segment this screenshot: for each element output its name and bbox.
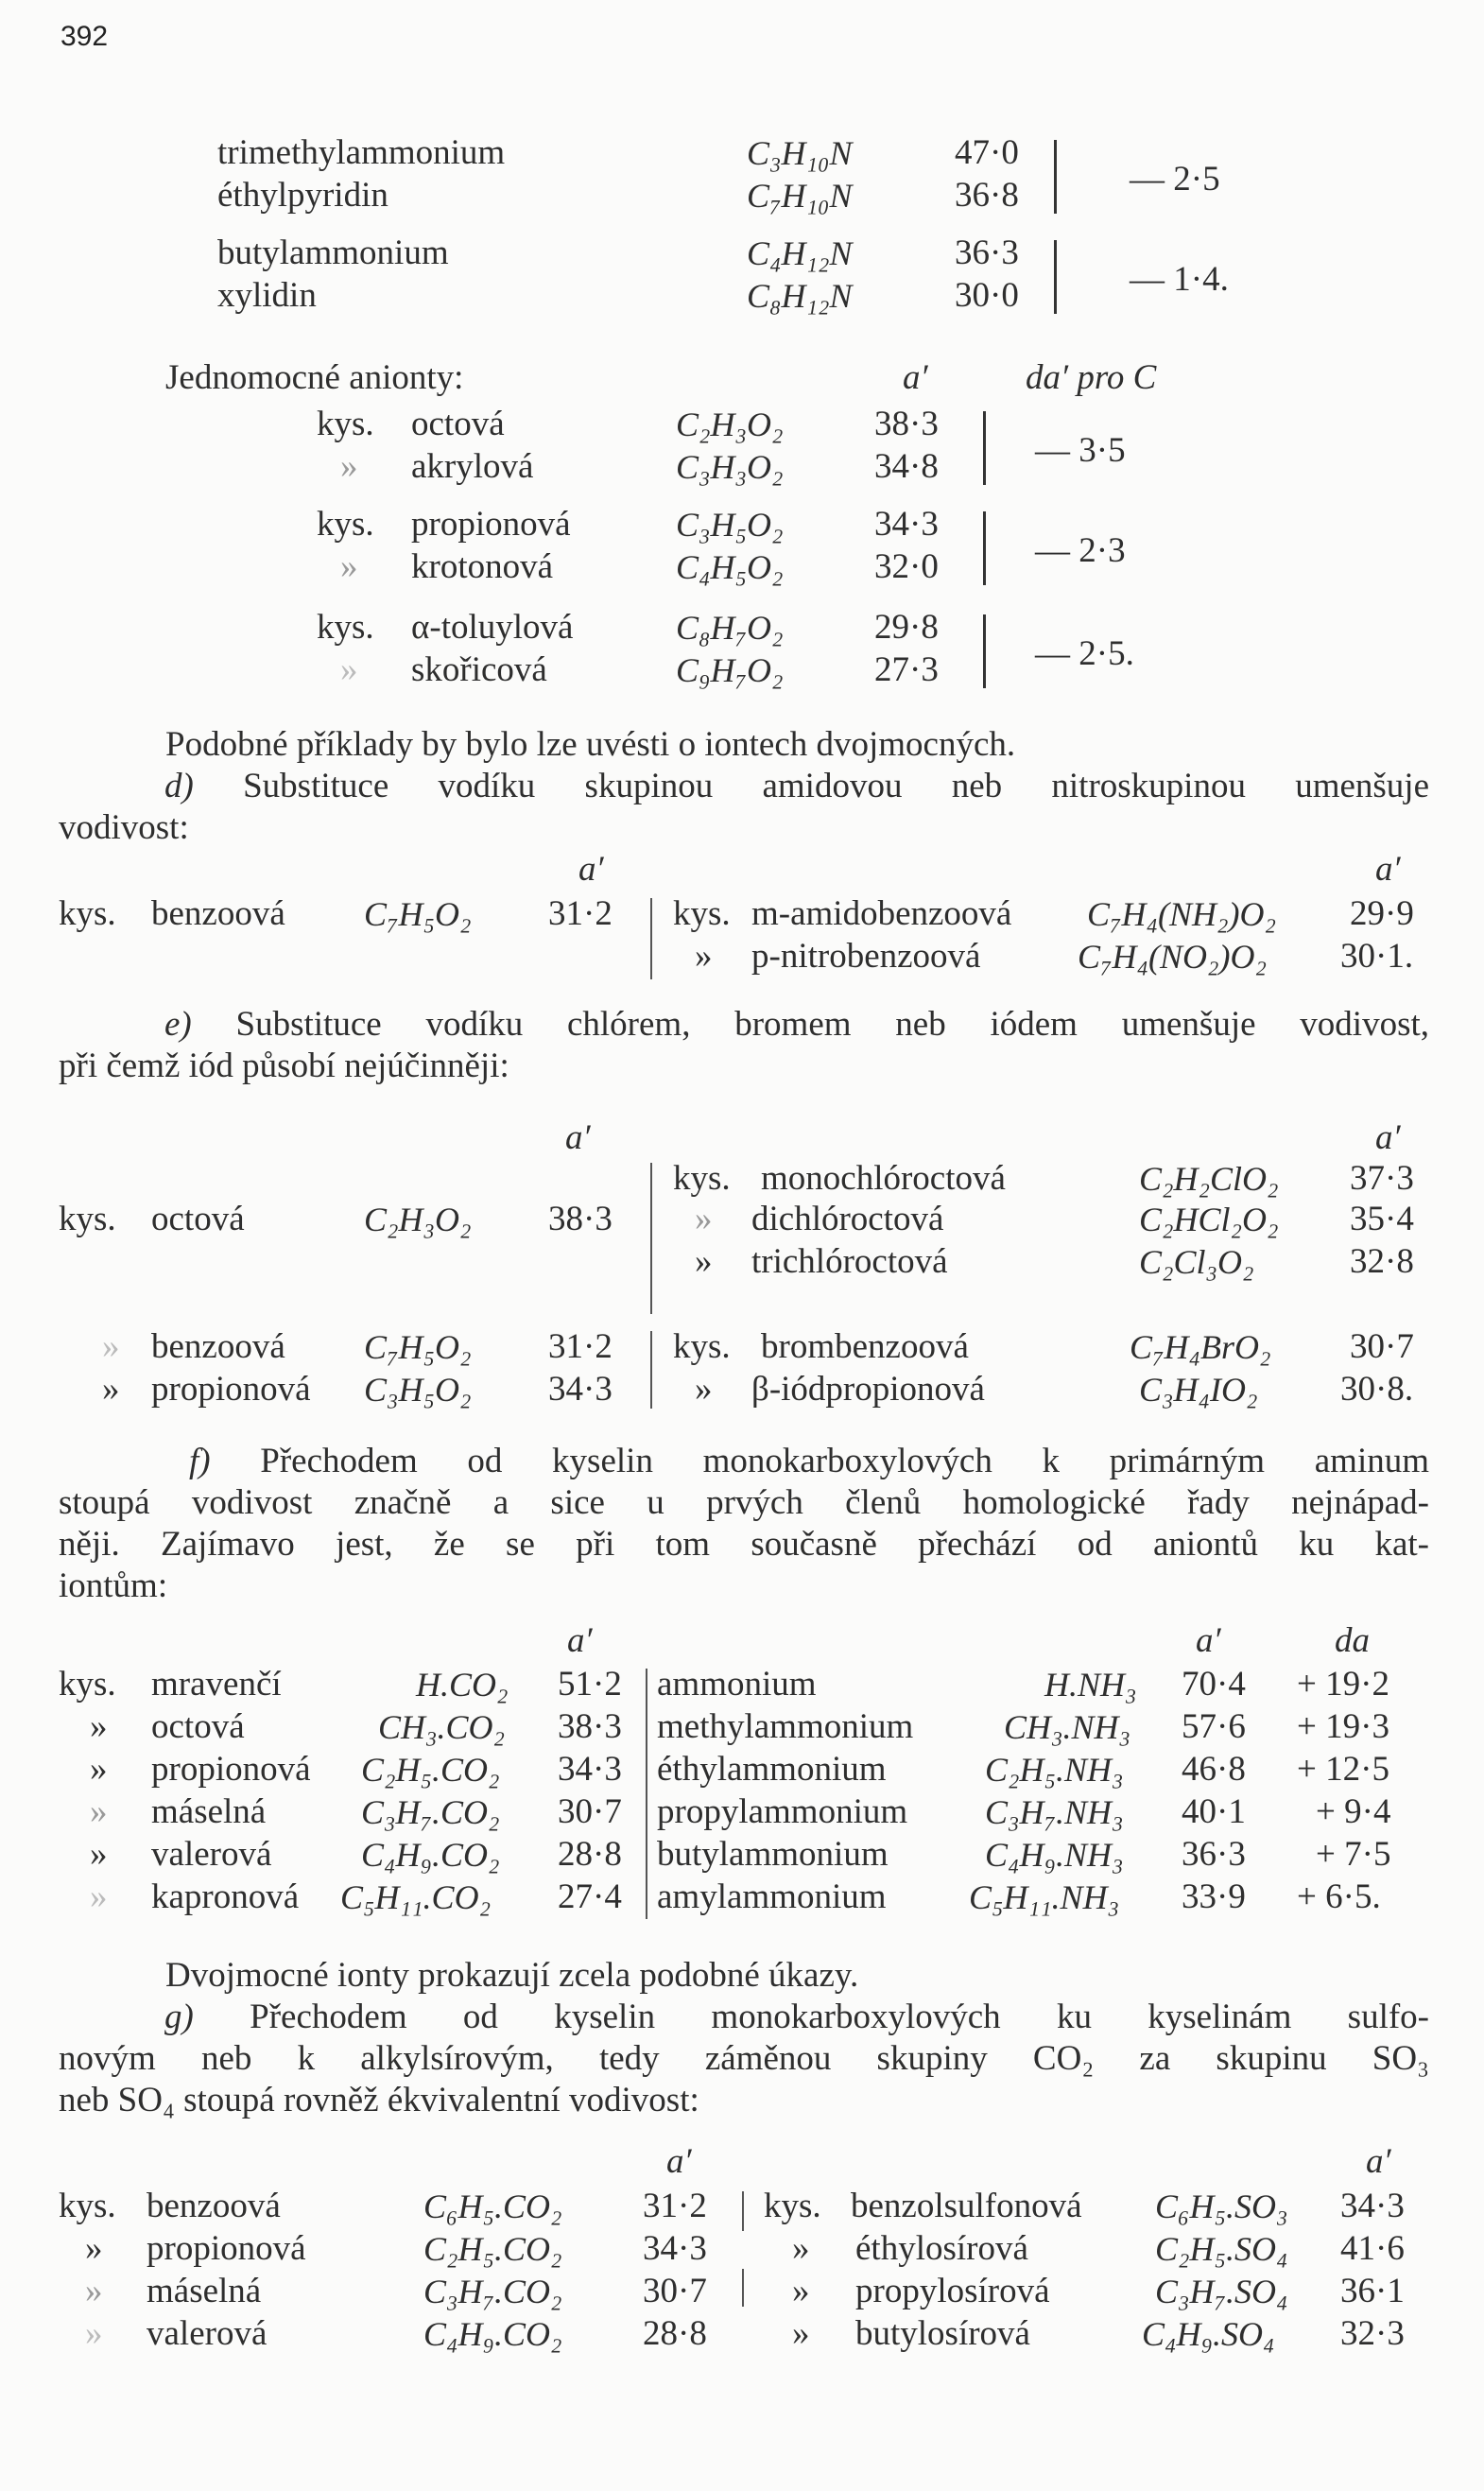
cation-name: éthylpyridin (217, 176, 388, 215)
row-prefix: » (695, 1200, 713, 1238)
row-prefix: » (340, 650, 358, 689)
acid-formula: C₃H₅O₂ (364, 1371, 472, 1409)
cation-diff: — 2·5 (1130, 160, 1220, 199)
acid-name: kapronová (151, 1877, 300, 1916)
acid-name: máselná (147, 2272, 262, 2310)
row-prefix: » (695, 937, 713, 976)
acid-formula: C₂HCl₂O₂ (1139, 1201, 1279, 1238)
row-prefix: kys. (59, 894, 116, 933)
acid-formula: C₆H₅.SO₃ (1155, 2188, 1288, 2225)
anion-value: 32·0 (874, 547, 939, 586)
acid-value: 38·3 (558, 1707, 622, 1746)
acid-formula: C₇H₄(NO₂)O₂ (1078, 938, 1268, 976)
paragraph-line: něji. Zajímavo jest, že se při tom současně přechází od aniontů ku kat- (59, 1525, 1429, 1564)
column-header-a: a′ (1196, 1621, 1221, 1660)
base-formula: C₅H₁₁.NH₃ (969, 1878, 1120, 1916)
base-name: propylammonium (657, 1792, 908, 1831)
anion-diff: — 3·5 (1035, 431, 1126, 470)
row-prefix: » (90, 1792, 108, 1831)
base-formula: CH₃.NH₃ (1004, 1708, 1131, 1746)
acid-name: trichlóroctová (751, 1242, 948, 1281)
base-formula: C₄H₉.NH₃ (985, 1836, 1124, 1874)
row-prefix: » (792, 2314, 810, 2353)
base-formula: H.NH₃ (1044, 1666, 1137, 1704)
acid-value: 34·3 (643, 2229, 707, 2268)
anion-diff: — 2·3 (1035, 531, 1126, 570)
anion-formula: C₉H₇O₂ (676, 651, 784, 689)
anion-name: akrylová (411, 447, 534, 486)
paragraph-f (59, 1441, 1429, 1607)
anion-name: octová (411, 405, 505, 443)
column-header-a: a′ (1366, 2142, 1391, 2181)
row-prefix: » (102, 1327, 120, 1366)
column-divider (650, 898, 652, 979)
acid-value: 36·1 (1340, 2272, 1405, 2310)
base-name: ammonium (657, 1665, 817, 1704)
acid-formula: CH₃.CO₂ (378, 1708, 506, 1746)
row-prefix: » (102, 1370, 120, 1409)
acid-formula: C₇H₅O₂ (364, 895, 472, 933)
row-prefix: kys. (59, 1665, 116, 1704)
anion-value: 34·8 (874, 447, 939, 486)
acid-formula: C₂H₅.CO₂ (361, 1751, 500, 1789)
paragraph-line: vodivost: (59, 808, 189, 847)
row-prefix: » (90, 1835, 108, 1874)
row-prefix: » (90, 1877, 108, 1916)
anion-name: skořicová (411, 650, 547, 689)
acid-value: 34·3 (1340, 2187, 1405, 2225)
base-name: butylammonium (657, 1835, 889, 1874)
row-prefix: kys. (764, 2187, 821, 2225)
acid-formula: C₇H₄(NH₂)O₂ (1087, 895, 1277, 933)
column-header-a: a′ (1375, 1118, 1401, 1157)
paragraph-label: f) (189, 1442, 211, 1480)
acid-value: 30·7 (558, 1792, 622, 1831)
acid-value: 30·7 (643, 2272, 707, 2310)
acid-name: benzoová (151, 1327, 285, 1366)
base-value: 57·6 (1182, 1707, 1246, 1746)
row-prefix: kys. (59, 1200, 116, 1238)
acid-value: 35·4 (1350, 1200, 1414, 1238)
column-header-a: a′ (1375, 850, 1401, 889)
acid-formula: C₇H₅O₂ (364, 1328, 472, 1366)
diff-value: + 9·4 (1316, 1792, 1391, 1831)
acid-formula: C₂H₅.SO₄ (1155, 2230, 1288, 2268)
cation-value: 36·8 (955, 176, 1019, 215)
paragraph-line: Přechodem od kyselin monokarboxylových ku kyselinám sulfo- (250, 1998, 1430, 2036)
cation-formula: C₈H₁₂N (747, 277, 853, 315)
acid-value: 28·8 (643, 2314, 707, 2353)
row-prefix: » (90, 1707, 108, 1746)
acid-formula: C₂H₅.CO₂ (423, 2230, 562, 2268)
acid-name: brombenzoová (761, 1327, 969, 1366)
paragraph-similar: Podobné příklady by bylo lze uvésti o iontech dvojmocných. (165, 725, 1016, 764)
acid-value: 30·7 (1350, 1327, 1414, 1366)
acid-formula: C₂H₃O₂ (364, 1201, 472, 1238)
acid-name: m-amidobenzoová (751, 894, 1012, 933)
acid-name: valerová (147, 2314, 267, 2353)
cation-formula: C₇H₁₀N (747, 177, 853, 215)
base-formula: C₂H₅.NH₃ (985, 1751, 1124, 1789)
base-name: amylammonium (657, 1877, 887, 1916)
cation-value: 36·3 (955, 234, 1019, 272)
base-value: 40·1 (1182, 1792, 1246, 1831)
column-header-a: a′ (903, 358, 928, 397)
column-divider (742, 2269, 744, 2307)
diff-value: + 7·5 (1316, 1835, 1391, 1874)
acid-formula: C₂H₂ClO₂ (1139, 1160, 1279, 1198)
column-divider (650, 1163, 652, 1314)
anion-value: 27·3 (874, 650, 939, 689)
acid-name: mravenčí (151, 1665, 282, 1704)
acid-name: propionová (151, 1370, 311, 1409)
acid-name: dichlóroctová (751, 1200, 944, 1238)
anion-value: 29·8 (874, 608, 939, 647)
acid-name: octová (151, 1200, 245, 1238)
anion-formula: C₈H₇O₂ (676, 609, 784, 647)
paragraph-line: iontům: (59, 1566, 168, 1605)
column-header-a: a′ (567, 1621, 593, 1660)
anion-diff: — 2·5. (1035, 634, 1134, 673)
acid-name: benzoová (147, 2187, 281, 2225)
acid-name: p-nitrobenzoová (751, 937, 981, 976)
acid-value: 37·3 (1350, 1159, 1414, 1198)
acid-value: 29·9 (1350, 894, 1414, 933)
column-divider (650, 1331, 652, 1409)
column-header-da: da′ pro C (1026, 358, 1157, 397)
anion-name: krotonová (411, 547, 554, 586)
acid-name: máselná (151, 1792, 267, 1831)
acid-name: propionová (151, 1750, 311, 1789)
acid-formula: C₄H₉.SO₄ (1142, 2315, 1275, 2353)
diff-value: + 6·5. (1297, 1877, 1381, 1916)
paragraph-g (59, 1997, 1429, 2121)
acid-formula: C₂Cl₃O₂ (1139, 1243, 1254, 1281)
base-name: éthylammonium (657, 1750, 887, 1789)
anion-name: propionová (411, 505, 571, 544)
acid-value: 30·1. (1340, 937, 1414, 976)
acid-formula: C₄H₉.CO₂ (423, 2315, 562, 2353)
row-prefix: kys. (317, 608, 374, 647)
acid-formula: C₃H₇.SO₄ (1155, 2273, 1288, 2310)
acid-name: propylosírová (855, 2272, 1050, 2310)
row-prefix: » (340, 447, 358, 486)
anion-value: 38·3 (874, 405, 939, 443)
anion-value: 34·3 (874, 505, 939, 544)
base-value: 36·3 (1182, 1835, 1246, 1874)
cation-name: butylammonium (217, 234, 449, 272)
acid-name: butylosírová (855, 2314, 1030, 2353)
row-prefix: kys. (59, 2187, 116, 2225)
acid-name: valerová (151, 1835, 272, 1874)
acid-name: benzoová (151, 894, 285, 933)
acid-formula: H.CO₂ (416, 1666, 509, 1704)
paragraph-line: Přechodem od kyselin monokarboxylových k primárným aminum (260, 1442, 1430, 1480)
acid-formula: C₅H₁₁.CO₂ (340, 1878, 492, 1916)
paragraph-label: g) (164, 1998, 194, 2036)
row-prefix: » (792, 2272, 810, 2310)
brace (983, 511, 986, 585)
paragraph-label: e) (164, 1005, 192, 1044)
section-heading: Jednomocné anionty: (165, 358, 464, 397)
acid-value: 31·2 (548, 1327, 613, 1366)
row-prefix: » (85, 2272, 103, 2310)
paragraph-line: Substituce vodíku chlórem, bromem neb iódem umenšuje vodivost, (235, 1005, 1429, 1044)
acid-formula: C₆H₅.CO₂ (423, 2188, 562, 2225)
cation-value: 47·0 (955, 133, 1019, 172)
diff-value: + 12·5 (1297, 1750, 1389, 1789)
acid-value: 30·8. (1340, 1370, 1414, 1409)
paragraph-e (59, 1004, 1429, 1087)
cation-name: xylidin (217, 276, 317, 315)
column-header-a: a′ (565, 1118, 591, 1157)
acid-value: 38·3 (548, 1200, 613, 1238)
acid-name: éthylosírová (855, 2229, 1028, 2268)
row-prefix: » (340, 547, 358, 586)
cation-value: 30·0 (955, 276, 1019, 315)
anion-formula: C₃H₃O₂ (676, 448, 784, 486)
acid-formula: C₇H₄BrO₂ (1130, 1328, 1271, 1366)
column-divider (646, 1669, 647, 1919)
row-prefix: kys. (317, 405, 374, 443)
row-prefix: » (695, 1370, 713, 1409)
brace (1054, 140, 1057, 214)
acid-name: octová (151, 1707, 245, 1746)
cation-diff: — 1·4. (1130, 260, 1229, 299)
page-number: 392 (60, 21, 109, 52)
acid-formula: C₃H₇.CO₂ (361, 1793, 500, 1831)
diff-value: + 19·3 (1297, 1707, 1389, 1746)
acid-formula: C₃H₇.CO₂ (423, 2273, 562, 2310)
brace (983, 411, 986, 485)
cation-formula: C₃H₁₀N (747, 134, 853, 172)
base-name: methylammonium (657, 1707, 914, 1746)
acid-value: 41·6 (1340, 2229, 1405, 2268)
row-prefix: kys. (673, 1159, 731, 1198)
row-prefix: » (90, 1750, 108, 1789)
acid-formula: C₄H₉.CO₂ (361, 1836, 500, 1874)
anion-formula: C₃H₅O₂ (676, 506, 784, 544)
column-header-a: a′ (666, 2142, 692, 2181)
acid-value: 27·4 (558, 1877, 622, 1916)
paragraph-line: Substituce vodíku skupinou amidovou neb nitroskupinou umenšuje (243, 767, 1430, 805)
row-prefix: » (85, 2314, 103, 2353)
brace (1054, 240, 1057, 314)
paragraph-line: stoupá vodivost značně a sice u prvých členů homologické řady nejnápad- (59, 1483, 1429, 1522)
anion-formula: C₂H₃O₂ (676, 406, 784, 443)
column-header-da: da (1335, 1621, 1370, 1660)
paragraph-label: d) (164, 767, 194, 805)
acid-value: 31·2 (548, 894, 613, 933)
paragraph-d (59, 766, 1429, 849)
acid-value: 32·3 (1340, 2314, 1405, 2353)
acid-formula: C₃H₄IO₂ (1139, 1371, 1258, 1409)
acid-name: benzolsulfonová (851, 2187, 1082, 2225)
base-value: 46·8 (1182, 1750, 1246, 1789)
paragraph-line: při čemž iód působí nejúčinněji: (59, 1047, 509, 1085)
column-divider (742, 2191, 744, 2231)
column-header-a: a′ (578, 850, 604, 889)
base-value: 33·9 (1182, 1877, 1246, 1916)
cation-name: trimethylammonium (217, 133, 506, 172)
acid-value: 31·2 (643, 2187, 707, 2225)
paragraph-bivalent: Dvojmocné ionty prokazují zcela podobné úkazy. (165, 1956, 859, 1995)
row-prefix: » (85, 2229, 103, 2268)
row-prefix: kys. (317, 505, 374, 544)
acid-value: 28·8 (558, 1835, 622, 1874)
row-prefix: kys. (673, 894, 731, 933)
anion-name: α-toluylová (411, 608, 574, 647)
base-formula: C₃H₇.NH₃ (985, 1793, 1124, 1831)
diff-value: + 19·2 (1297, 1665, 1389, 1704)
row-prefix: » (695, 1242, 713, 1281)
acid-name: propionová (147, 2229, 306, 2268)
acid-value: 51·2 (558, 1665, 622, 1704)
base-value: 70·4 (1182, 1665, 1246, 1704)
acid-value: 34·3 (558, 1750, 622, 1789)
acid-value: 34·3 (548, 1370, 613, 1409)
row-prefix: kys. (673, 1327, 731, 1366)
acid-name: monochlóroctová (761, 1159, 1006, 1198)
acid-value: 32·8 (1350, 1242, 1414, 1281)
acid-name: β-iódpropionová (751, 1370, 985, 1409)
row-prefix: » (792, 2229, 810, 2268)
anion-formula: C₄H₅O₂ (676, 548, 784, 586)
paragraph-line: neb SO₄ stoupá rovněž ékvivalentní vodivost: (59, 2081, 699, 2119)
brace (983, 614, 986, 688)
paragraph-line: novým neb k alkylsírovým, tedy záměnou skupiny CO₂ za skupinu SO₃ (59, 2039, 1429, 2078)
cation-formula: C₄H₁₂N (747, 234, 853, 272)
